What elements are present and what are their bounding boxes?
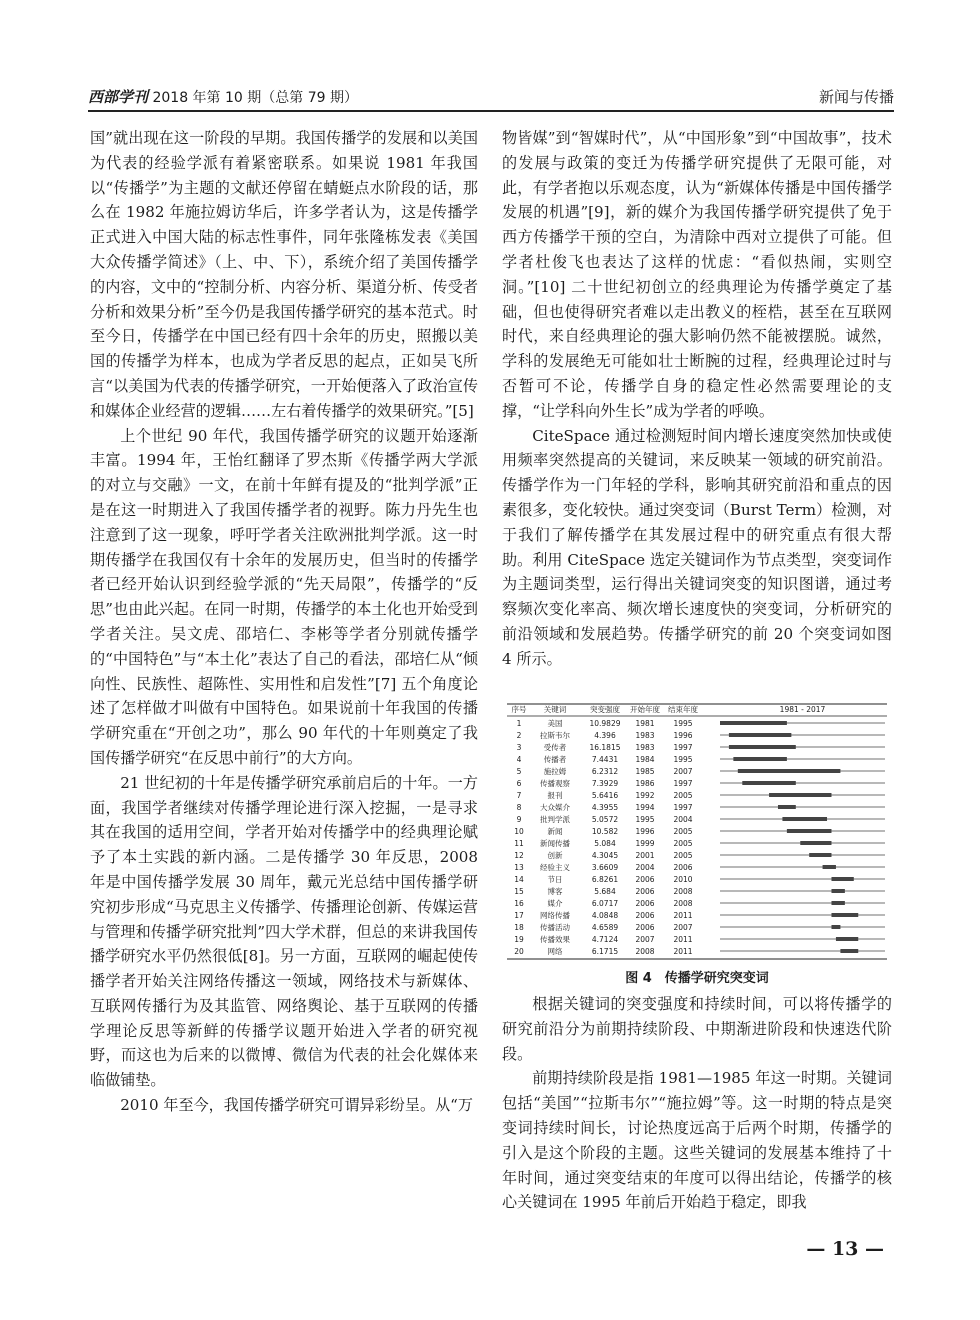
row-number: 18 xyxy=(514,923,524,932)
row-strength: 10.9829 xyxy=(589,719,621,728)
row-end-year: 2004 xyxy=(673,815,693,824)
row-keyword: 节日 xyxy=(547,875,563,884)
row-start-year: 2001 xyxy=(635,851,655,860)
row-end-year: 2005 xyxy=(673,839,693,848)
row-keyword: 媒介 xyxy=(547,899,563,908)
burst-bar xyxy=(800,841,831,845)
row-end-year: 2005 xyxy=(673,827,693,836)
row-number: 8 xyxy=(516,803,522,812)
table-header-cell: 突变强度 xyxy=(590,705,620,714)
row-number: 13 xyxy=(514,863,524,872)
section-name: 新闻与传播 xyxy=(818,88,894,106)
row-end-year: 1996 xyxy=(673,731,693,740)
row-strength: 4.7124 xyxy=(591,935,619,944)
row-start-year: 2006 xyxy=(635,899,655,908)
burst-bar xyxy=(787,829,832,833)
row-number: 2 xyxy=(516,731,522,740)
row-strength: 5.0572 xyxy=(591,815,619,824)
row-start-year: 1999 xyxy=(635,839,655,848)
row-keyword: 创新 xyxy=(547,851,563,860)
row-end-year: 2011 xyxy=(673,935,693,944)
row-start-year: 1985 xyxy=(635,767,655,776)
row-number: 1 xyxy=(516,719,522,728)
row-strength: 4.3955 xyxy=(591,803,619,812)
row-start-year: 1994 xyxy=(635,803,655,812)
paragraph: 2010 年至今，我国传播学研究可谓异彩纷呈。从“万 xyxy=(120,1096,473,1115)
row-end-year: 2010 xyxy=(673,875,693,884)
paragraph: 21 世纪初的十年是传播学研究承前启后的十年。一方面，我国学者继续对传播学理论进行深入挖掘，一是寻求其在我国的适用空间，学者开始对传播学中的经典理论赋予了本土实践的新内涵。二是传播学 30 年反思，2008 年是中国传播学发展 30 周年，戴元光总结中国传播学研究初步形成“马克思主义传播学、传播理论创新、传媒运营与管理和传播学研究批判”四大学术群，但总的来讲我国传播学研究水平仍然很低[8]。另一方面，互联网的崛起使传播学者开始关注网络传播这一领域，网络技术与新媒体、互联网传播行为及其监管、网络舆论、基于互联网的传播学理论反思等新鲜的传播学议题开始进入学者的研究视野，而这也为后来的以微博、微信为代表的社会化媒体来临做铺垫。 xyxy=(90,773,478,1090)
right-column-bottom xyxy=(502,992,892,1215)
burst-bar xyxy=(738,769,841,773)
row-strength: 7.3929 xyxy=(591,779,619,788)
row-start-year: 2008 xyxy=(635,947,655,956)
row-strength: 4.6589 xyxy=(591,923,619,932)
row-keyword: 传播效果 xyxy=(540,935,570,944)
row-number: 9 xyxy=(516,815,522,824)
burst-bar xyxy=(742,781,796,785)
row-keyword: 大众媒介 xyxy=(540,803,570,812)
row-start-year: 2004 xyxy=(635,863,655,872)
row-number: 15 xyxy=(514,887,524,896)
row-keyword: 美国 xyxy=(547,719,563,728)
row-end-year: 2007 xyxy=(673,767,693,776)
table-header-cell: 1981 - 2017 xyxy=(779,705,826,714)
table-header-cell: 序号 xyxy=(511,705,527,714)
paragraph: 国”就出现在这一阶段的早期。我国传播学的发展和以美国为代表的经验学派有着紧密联系。如果说 1981 年我国以“传播学”为主题的文献还停留在蜻蜓点水阶段的话，那么在 1982 年施拉姆访华后，许多学者认为，这是传播学正式进入中国大陆的标志性事件，同年张隆栋发表《美国大众传播学简述》（上、中、下），系统介绍了美国传播学的内容，文中的“控制分析、内容分析、渠道分析、传受者分析和效果分析”至今仍是我国传播学研究的基本范式。时至今日，传播学在中国已经有四十余年的历史，照搬以美国的传播学为样本，也成为学者反思的起点，正如吴飞所言“以美国为代表的传播学研究，一开始便落入了政治宣传和媒体企业经营的逻辑……左右着传播学的效果研究。”[5] xyxy=(90,129,478,420)
table-header-cell: 开始年度 xyxy=(630,705,660,714)
row-start-year: 1983 xyxy=(635,731,655,740)
burst-bar xyxy=(831,889,844,893)
figure-caption: 图 4 传播学研究突变词 xyxy=(625,971,769,986)
paragraph: 物皆媒”到“智媒时代”，从“中国形象”到“中国故事”，技术的发展与政策的变迁为传播学研究提供了无限可能，对此，有学者抱以乐观态度，认为“新媒体传播是中国传播学发展的机遇”[9]，新的媒介为我国传播学研究提供了免于西方传播学干预的空白，为清除中西对立提供了可能。但学者杜俊飞也表达了这样的忧虑：“看似热闹，实则空洞。”[10] 二十世纪初创立的经典理论为传播学奠定了基础，但也使得研究者难以走出教义的桎梏，甚至在互联网时代，来自经典理论的强大影响仍然不能被摆脱。诚然，学科的发展绝无可能如壮士断腕的过程，经典理论过时与否暂可不论，传播学自身的稳定性必然需要理论的支撑，“让学科向外生长”成为学者的呼唤。 xyxy=(502,129,892,420)
row-end-year: 2005 xyxy=(673,791,693,800)
burst-bar xyxy=(836,937,858,941)
row-keyword: 新闻传播 xyxy=(540,839,570,848)
burst-bar xyxy=(809,853,831,857)
right-column-top xyxy=(502,126,892,672)
row-end-year: 1997 xyxy=(673,779,693,788)
row-start-year: 1996 xyxy=(635,827,655,836)
row-keyword: 博客 xyxy=(547,887,563,896)
row-keyword: 施拉姆 xyxy=(543,767,567,776)
row-keyword: 拉斯韦尔 xyxy=(540,731,570,740)
row-number: 7 xyxy=(516,791,522,800)
row-strength: 5.684 xyxy=(594,887,616,896)
row-strength: 5.6416 xyxy=(591,791,619,800)
row-end-year: 2006 xyxy=(673,863,693,872)
row-number: 19 xyxy=(514,935,524,944)
table-header-cell: 结束年度 xyxy=(668,705,698,714)
burst-bar xyxy=(733,757,787,761)
row-keyword: 受传者 xyxy=(543,743,567,752)
row-keyword: 批判学派 xyxy=(540,815,570,824)
row-start-year: 1995 xyxy=(635,815,655,824)
row-number: 12 xyxy=(514,851,524,860)
burst-bar xyxy=(831,925,840,929)
row-strength: 6.2312 xyxy=(591,767,619,776)
row-end-year: 2008 xyxy=(673,899,693,908)
row-end-year: 2008 xyxy=(673,887,693,896)
row-strength: 6.8261 xyxy=(591,875,619,884)
row-number: 11 xyxy=(514,839,524,848)
row-strength: 4.0848 xyxy=(591,911,619,920)
row-keyword: 新闻 xyxy=(547,827,563,836)
row-number: 14 xyxy=(514,875,524,884)
row-start-year: 1986 xyxy=(635,779,655,788)
issue-info: 2018 年第 10 期（总第 79 期） xyxy=(152,90,358,106)
row-start-year: 2006 xyxy=(635,887,655,896)
row-start-year: 2006 xyxy=(635,875,655,884)
burst-bar xyxy=(729,733,791,737)
paragraph: CiteSpace 通过检测短时间内增长速度突然加快或使用频率突然提高的关键词，来反映某一领域的研究前沿。传播学作为一门年轻的学科，影响其研究前沿和重点的因素很多，变化较快。通过突变词（Burst Term）检测，对于我们了解传播学在其发展过程中的研究重点有很大帮助。利用 CiteSpace 选定关键词作为节点类型，突变词作为主题词类型，运行得出关键词突变的知识图谱，通过考察频次变化率高、频次增长速度快的突变词，分析研究的前沿领域和发展趋势。传播学研究的前 20 个突变词如图 4 所示。 xyxy=(502,426,892,668)
row-strength: 6.0717 xyxy=(591,899,619,908)
burst-bar xyxy=(823,865,836,869)
row-end-year: 1995 xyxy=(673,755,693,764)
row-keyword: 网络 xyxy=(547,947,563,956)
row-keyword: 网络传播 xyxy=(540,911,570,920)
row-keyword: 传播者 xyxy=(543,755,567,764)
running-header xyxy=(88,84,894,112)
row-start-year: 1992 xyxy=(635,791,655,800)
paragraph: 根据关键词的突变强度和持续时间，可以将传播学的研究前沿分为前期持续阶段、中期渐进阶段和快速迭代阶段。 xyxy=(502,995,892,1063)
burst-bar xyxy=(782,817,827,821)
row-end-year: 2011 xyxy=(673,911,693,920)
burst-bar xyxy=(840,949,858,953)
row-end-year: 2007 xyxy=(673,923,693,932)
row-number: 4 xyxy=(516,755,522,764)
row-strength: 3.6609 xyxy=(591,863,619,872)
burst-term-table xyxy=(505,702,889,964)
row-number: 3 xyxy=(516,743,522,752)
page-number: — 13 — xyxy=(806,1238,884,1260)
burst-bar xyxy=(778,805,796,809)
row-end-year: 1997 xyxy=(673,803,693,812)
row-strength: 7.4431 xyxy=(591,755,619,764)
row-strength: 10.582 xyxy=(591,827,619,836)
row-start-year: 2007 xyxy=(635,935,655,944)
row-number: 16 xyxy=(514,899,524,908)
row-number: 17 xyxy=(514,911,524,920)
row-keyword: 传播活动 xyxy=(540,923,570,932)
row-start-year: 1981 xyxy=(635,719,655,728)
burst-bar xyxy=(831,901,844,905)
row-end-year: 1997 xyxy=(673,743,693,752)
burst-bar xyxy=(831,913,858,917)
burst-bar xyxy=(831,877,853,881)
row-end-year: 2005 xyxy=(673,851,693,860)
table-header-cell: 关键词 xyxy=(543,705,567,714)
row-number: 20 xyxy=(514,947,524,956)
row-end-year: 2011 xyxy=(673,947,693,956)
row-start-year: 2006 xyxy=(635,923,655,932)
burst-term-figure xyxy=(505,702,889,964)
paragraph: 上个世纪 90 年代，我国传播学研究的议题开始逐渐丰富。1994 年，王怡红翻译了罗杰斯《传播学两大学派的对立与交融》一文，在前十年鲜有提及的“批判学派”正是在这一时期进入了我国传播学者的视野。陈力丹先生也注意到了这一现象，呼吁学者关注欧洲批判学派。这一时期传播学在我国仅有十余年的发展历史，但当时的传播学者已经开始认识到经验学派的“先天局限”，传播学的“反思”也由此兴起。在同一时期，传播学的本土化也开始受到学者关注。吴文虎、邵培仁、李彬等学者分别就传播学的“中国特色”与“本土化”表达了自己的看法，邵培仁从“倾向性、民族性、超陈性、实用性和启发性”[7] 五个角度论述了怎样做才叫做有中国特色。如果说前十年我国的传播学研究重在“开创之功”，那么 90 年代的十年则奠定了我国传播学研究“在反思中前行”的大方向。 xyxy=(90,426,478,767)
row-strength: 4.3045 xyxy=(591,851,619,860)
row-number: 6 xyxy=(516,779,522,788)
row-strength: 4.396 xyxy=(594,731,616,740)
row-end-year: 1995 xyxy=(673,719,693,728)
row-strength: 5.084 xyxy=(594,839,616,848)
row-keyword: 报刊 xyxy=(547,791,563,800)
row-start-year: 2006 xyxy=(635,911,655,920)
row-start-year: 1983 xyxy=(635,743,655,752)
row-keyword: 传播观察 xyxy=(540,779,570,788)
left-column xyxy=(90,126,478,1118)
burst-bar xyxy=(729,745,796,749)
paragraph: 前期持续阶段是指 1981—1985 年这一时期。关键词包括“美国”“拉斯韦尔”“施拉姆”等。这一时期的特点是突变词持续时间长，讨论热度远高于后两个时期，传播学的引入是这个阶段的主题。这些关键词的发展基本维持了十年时间，通过突变结束的年度可以得出结论，传播学的核心关键词在 1995 年前后开始趋于稳定，即我 xyxy=(502,1069,892,1212)
row-number: 5 xyxy=(516,767,522,776)
row-strength: 16.1815 xyxy=(589,743,621,752)
row-keyword: 经验主义 xyxy=(540,863,570,872)
burst-bar xyxy=(769,793,831,797)
row-strength: 6.1715 xyxy=(591,947,619,956)
burst-bar xyxy=(720,721,787,725)
row-start-year: 1984 xyxy=(635,755,655,764)
journal-name: 西部学刊 xyxy=(88,88,149,106)
row-number: 10 xyxy=(514,827,524,836)
